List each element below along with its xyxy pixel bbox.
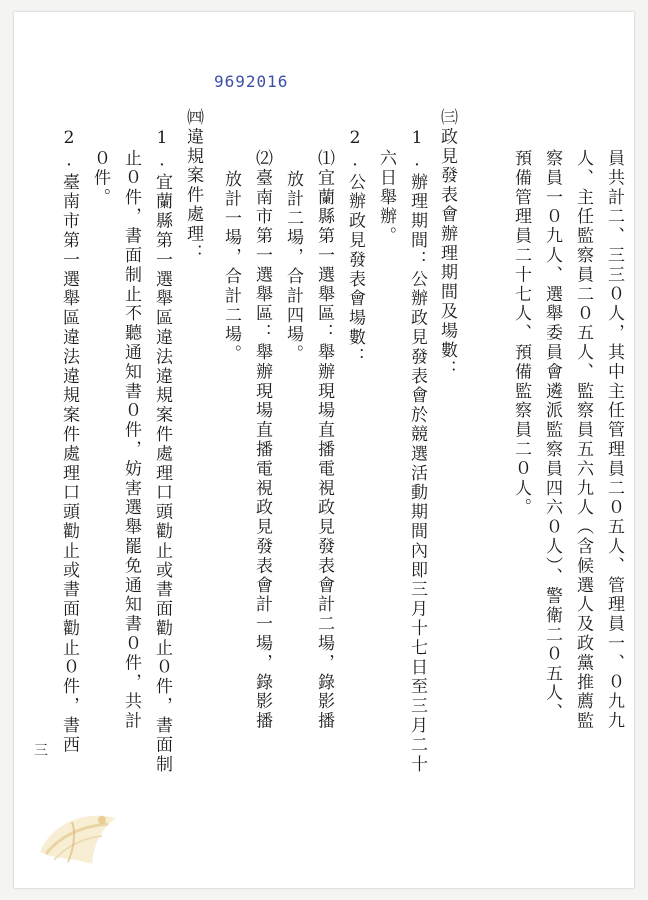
text-column-2: 人、主任監察員二０五人、監察員五六九人（含候選人及政黨推薦監 [573,149,593,731]
page-number: 三 [34,743,48,759]
text-column-1: 員共計二、三三０人，其中主任管理員二０五人、管理員一、０九九 [604,149,624,731]
text-column-8: 2.公辦政見發表會場數： [345,128,365,367]
document-number-stamp: 9692016 [214,72,289,91]
document-page [14,12,634,888]
text-column-13: ㈣違規案件處理： [183,108,203,264]
text-column-3: 察員一０九人、選舉委員會遴派監察員四六０人）、警衛二０五人、 [542,149,562,723]
watermark-logo-icon [32,802,122,872]
text-column-14: 1.宜蘭縣第一選舉區違法違規案件處理口頭勸止或書面勸止０件，書面制 [152,128,172,775]
text-column-10: 放計二場，合計四場。 [283,170,303,364]
text-column-11: ⑵臺南市第一選舉區：舉辦現場直播電視政見發表會計一場，錄影播 [252,149,272,731]
text-column-5: ㈢政見發表會辦理期間及場數： [437,108,457,380]
text-column-4: 預備管理員二十七人、預備監察員二０人。 [511,149,531,518]
text-column-15: 止０件，書面制止不聽通知書０件，妨害選舉罷免通知書０件，共計 [121,149,141,731]
text-column-17: 2.臺南市第一選舉區違法違規案件處理口頭勸止或書面勸止０件，書西 [59,128,79,755]
vertical-text-body [14,12,634,888]
text-column-7: 六日舉辦。 [376,149,396,246]
text-column-12: 放計一場，合計二場。 [221,170,241,364]
text-column-16: ０件。 [90,149,110,208]
text-column-9: ⑴宜蘭縣第一選舉區：舉辦現場直播電視政見發表會計二場，錄影播 [314,149,334,731]
text-column-6: 1.辦理期間：公辦政見發表會於競選活動期間內即三月十七日至三月二十 [407,128,427,775]
